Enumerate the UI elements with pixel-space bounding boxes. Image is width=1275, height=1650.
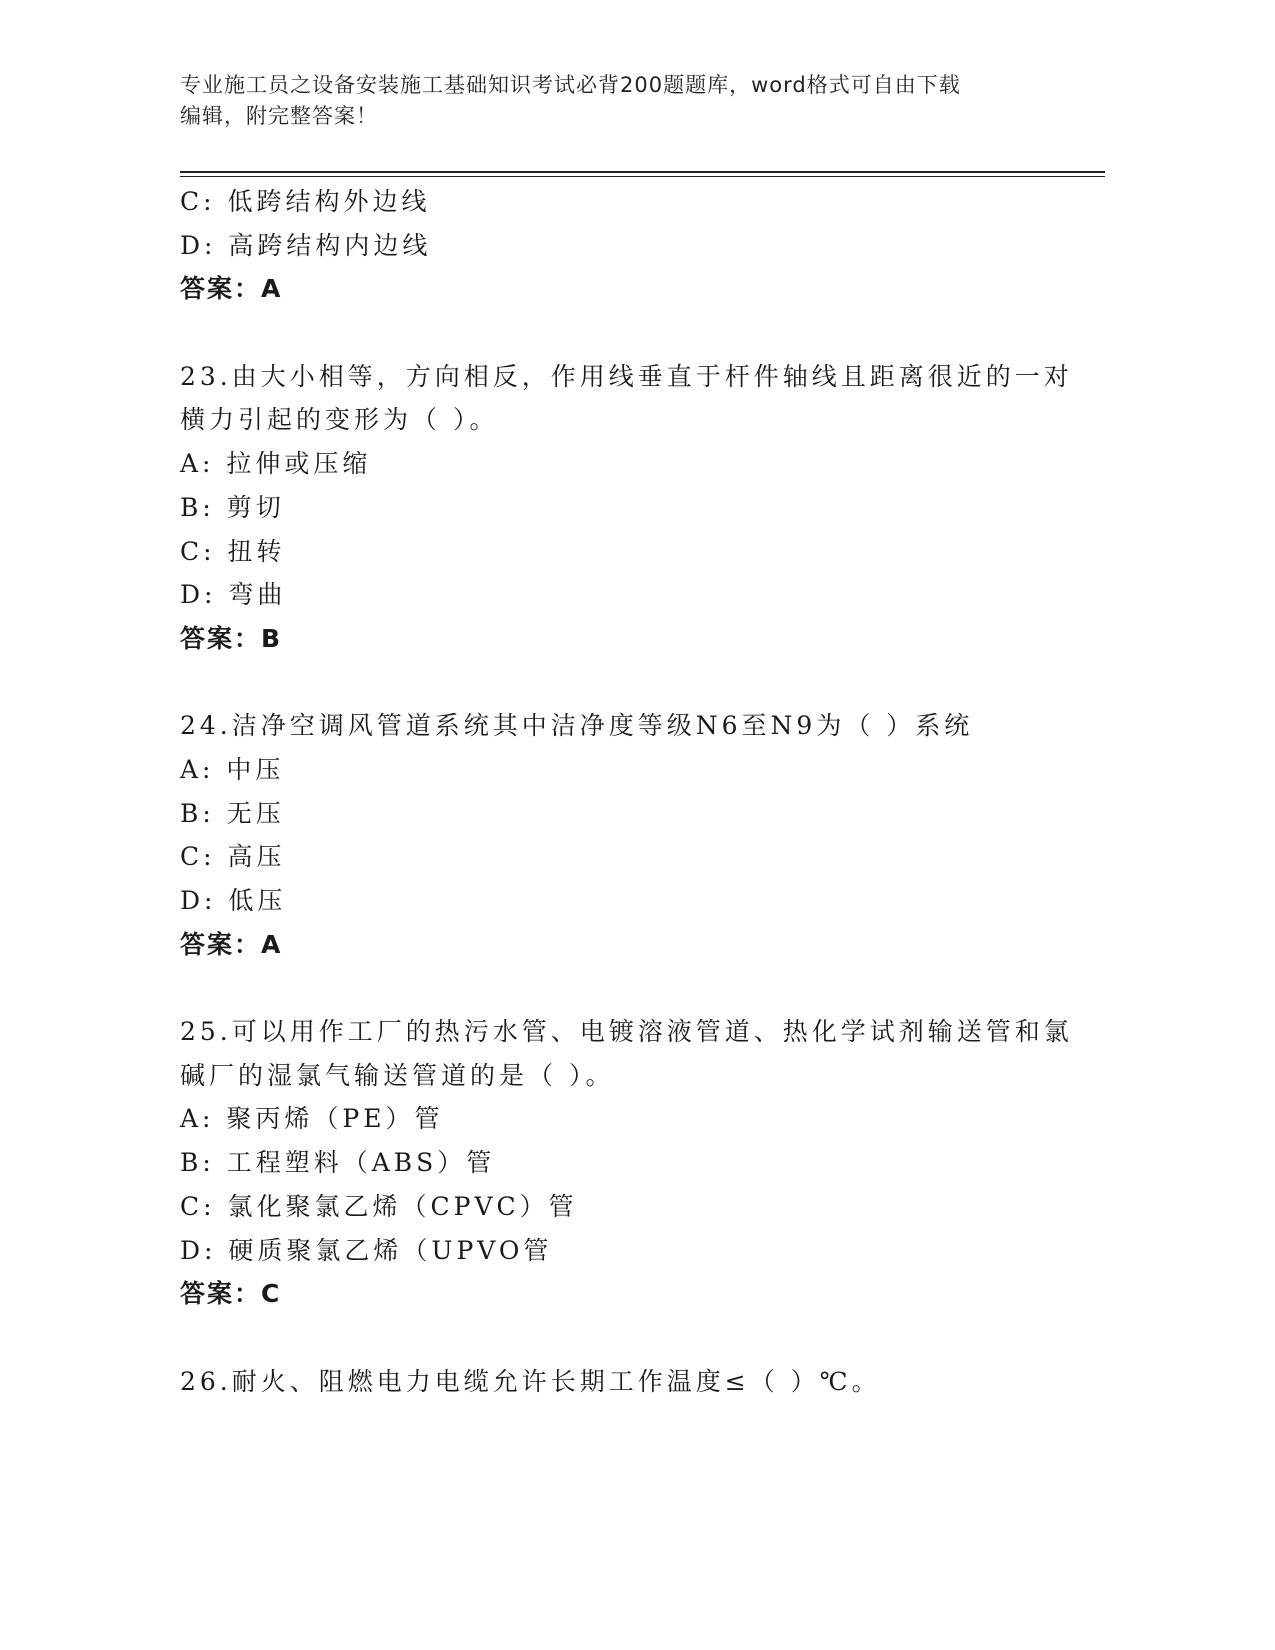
option-a: A: 中压 xyxy=(180,754,285,784)
question-text-line-1: 23.由大小相等，方向相反，作用线垂直于杆件轴线且距离很近的一对 xyxy=(180,361,1073,391)
question-block-24 xyxy=(180,704,1060,966)
question-block-23 xyxy=(180,355,1073,661)
spacer xyxy=(180,661,1060,705)
option-c: C: 扭转 xyxy=(180,536,286,566)
question-block-26 xyxy=(180,1360,1060,1404)
question-text-line-2: 碱厂的湿氯气输送管道的是（ ）。 xyxy=(180,1060,615,1090)
option-a: A: 聚丙烯（PE）管 xyxy=(180,1104,444,1134)
answer-line: 答案：A xyxy=(180,929,283,959)
answer-line: 答案：C xyxy=(180,1279,282,1309)
answer-line: 答案：A xyxy=(180,274,283,304)
option-c: C: 低跨结构外边线 xyxy=(180,187,431,216)
question-text-line-1: 24.洁净空调风管道系统其中洁净度等级N6至N9为（ ）系统 xyxy=(180,711,974,741)
option-b: B: 工程塑料（ABS）管 xyxy=(180,1148,496,1178)
option-b: B: 剪切 xyxy=(180,492,285,522)
header-divider-thin xyxy=(180,176,1105,177)
header-title-line-2: 编辑，附完整答案！ xyxy=(180,104,378,128)
option-b: B: 无压 xyxy=(180,798,285,828)
option-d: D: 弯曲 xyxy=(180,580,287,610)
option-d: D: 低压 xyxy=(180,886,287,915)
option-c: C: 氯化聚氯乙烯（CPVC）管 xyxy=(180,1191,578,1221)
question-block-previous xyxy=(180,180,1060,311)
spacer xyxy=(180,966,1060,1010)
spacer xyxy=(180,311,1060,355)
spacer xyxy=(180,1316,1060,1360)
option-d: D: 硬质聚氯乙烯（UPVO管 xyxy=(180,1235,553,1265)
question-list xyxy=(180,180,1073,1403)
question-text-line-1: 25.可以用作工厂的热污水管、电镀溶液管道、热化学试剂输送管和氯 xyxy=(180,1017,1073,1047)
answer-line: 答案：B xyxy=(180,623,283,653)
option-a: A: 拉伸或压缩 xyxy=(180,449,372,479)
option-c: C: 高压 xyxy=(180,842,286,872)
option-d: D: 高跨结构内边线 xyxy=(180,230,432,260)
question-text-line-2: 横力引起的变形为（ ）。 xyxy=(180,405,499,435)
question-block-25 xyxy=(180,1010,1073,1316)
document-header xyxy=(180,70,1060,132)
question-text-line-1: 26.耐火、阻燃电力电缆允许长期工作温度≤（ ）℃。 xyxy=(180,1366,881,1396)
header-title-line-1: 专业施工员之设备安装施工基础知识考试必背200题题库，word格式可自由下载 xyxy=(180,73,961,97)
header-divider-thick xyxy=(180,171,1105,173)
